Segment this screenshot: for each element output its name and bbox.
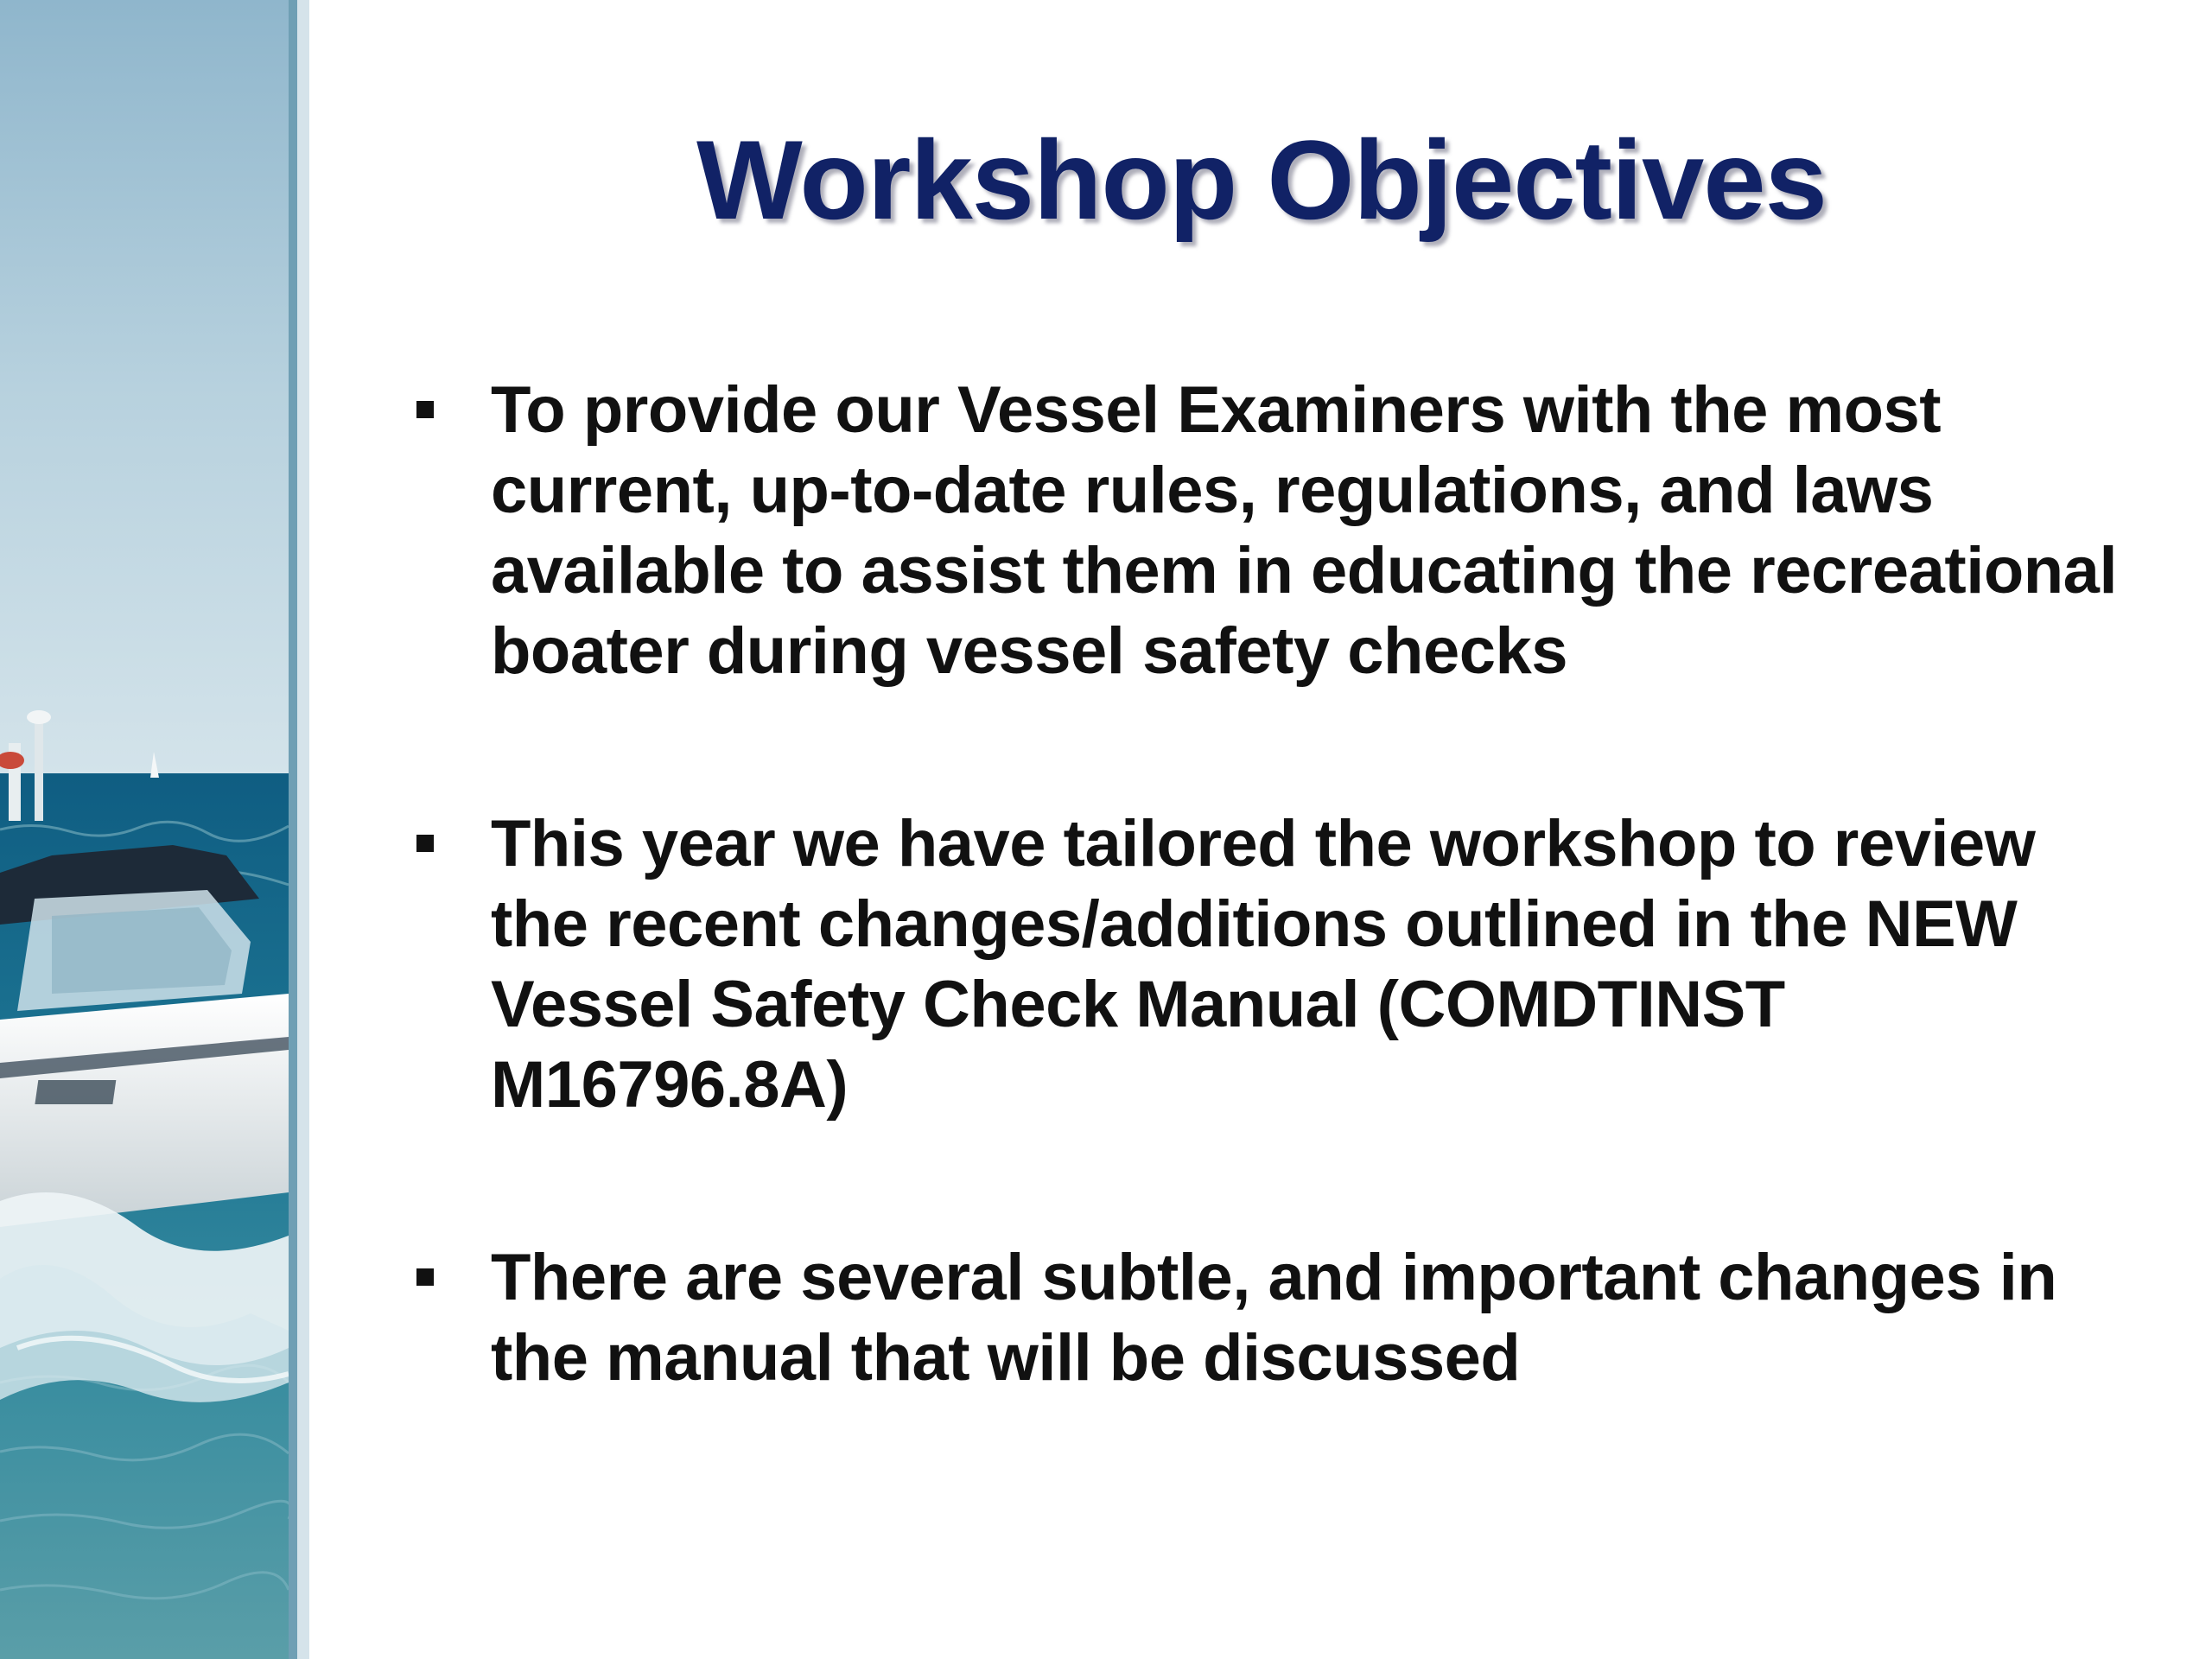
square-bullet-icon [416, 401, 434, 418]
boat-photo-icon [0, 0, 289, 1659]
list-item-text: This year we have tailored the workshop to review the recent changes/additions outlined in the NEW Vessel Safety Check Manual (COMDTINST M16796.8A) [491, 807, 2036, 1122]
boat-photo-sidebar [0, 0, 289, 1659]
sidebar-divider-highlight [297, 0, 309, 1659]
list-item [404, 370, 2133, 691]
square-bullet-icon [416, 1268, 434, 1286]
square-bullet-icon [416, 835, 434, 852]
sidebar-divider [289, 0, 297, 1659]
list-item-text: To provide our Vessel Examiners with the most current, up-to-date rules, regulations, and laws available to assist them in educating the recreational boater during vessel safety checks [491, 373, 2118, 688]
list-item [404, 804, 2133, 1125]
list-item [404, 1237, 2133, 1398]
list-item-text: There are several subtle, and important changes in the manual that will be discussed [491, 1241, 2057, 1395]
slide-title: Workshop Objectives [696, 117, 1827, 243]
objectives-list [404, 370, 2133, 1398]
